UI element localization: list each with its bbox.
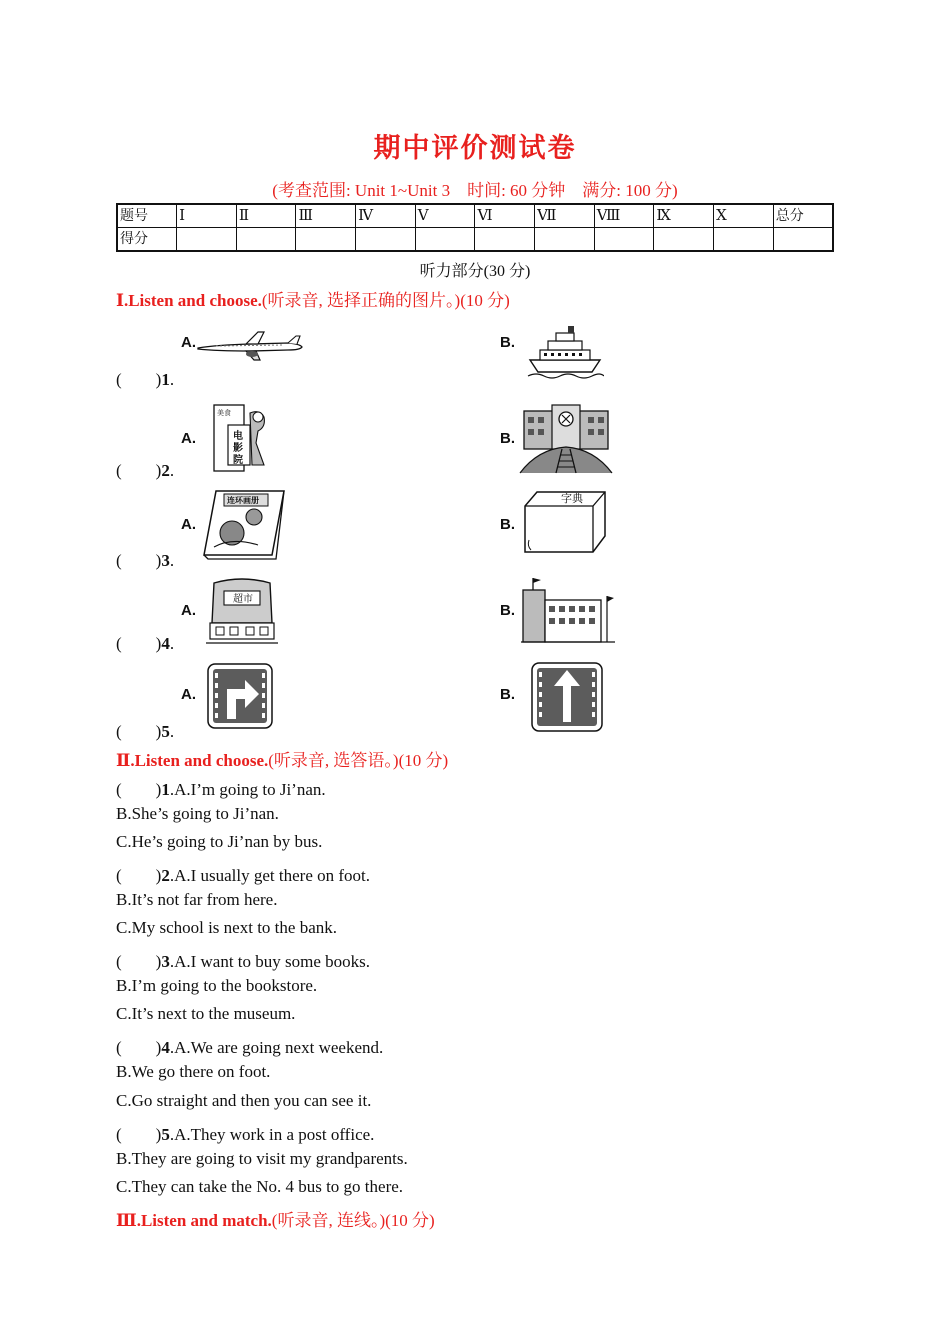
cinema-label-text (233, 429, 243, 466)
score-input-cell[interactable] (356, 228, 416, 252)
cinema-sign-text: 美食 (217, 409, 231, 417)
score-cell: 题号 (117, 204, 177, 228)
score-input-cell[interactable] (415, 228, 475, 252)
score-input-cell[interactable] (594, 228, 654, 252)
option-b-label: B. (500, 602, 515, 619)
question-number: 4 (161, 1038, 170, 1057)
score-input-cell[interactable] (177, 228, 237, 252)
score-cell: Ⅰ (177, 204, 237, 228)
section1-question-3 (116, 546, 174, 571)
answer-paren[interactable]: ( ) (116, 370, 162, 389)
score-input-cell[interactable] (654, 228, 714, 252)
question-number: 2 (161, 866, 170, 885)
go-straight-sign-icon[interactable] (531, 662, 603, 732)
airplane-icon[interactable] (196, 330, 304, 362)
section1-question-1 (116, 365, 174, 390)
dictionary-icon[interactable] (523, 490, 607, 554)
option-b-label: B. (500, 334, 515, 351)
section2-question-5 (116, 1120, 374, 1145)
ship-icon[interactable] (526, 322, 604, 380)
section3-heading-en: Ⅲ.Listen and match. (116, 1211, 272, 1230)
score-cell: Ⅸ (654, 204, 714, 228)
question-number: 3 (161, 952, 170, 971)
dictionary-title: 字典 (561, 492, 583, 505)
score-cell: 得分 (117, 228, 177, 252)
answer-paren[interactable]: ( ) (116, 1038, 162, 1057)
section2-question-3 (116, 947, 370, 972)
option-b-text: B.I’m going to the bookstore. (116, 976, 318, 995)
option-b-text: B.She’s going to Ji’nan. (116, 804, 279, 823)
section1-heading (116, 286, 510, 311)
section2-question-4 (116, 1033, 383, 1058)
supermarket-icon[interactable] (206, 577, 278, 645)
turn-right-sign-icon[interactable] (207, 663, 273, 729)
score-cell: Ⅴ (415, 204, 475, 228)
comic-book-title: 连环画册 (227, 496, 259, 505)
cinema-char: 影 (233, 443, 243, 454)
option-a-text: .A.I’m going to Ji’nan. (169, 780, 326, 799)
section1-heading-en: Ⅰ.Listen and choose. (116, 291, 262, 310)
question-number: 1 (161, 780, 170, 799)
section2-question-1 (116, 775, 326, 800)
answer-paren[interactable]: ( ) (116, 722, 162, 741)
answer-paren[interactable]: ( ) (116, 780, 162, 799)
comic-book-icon[interactable] (202, 489, 286, 561)
page-title: 期中评价测试卷 (373, 133, 577, 164)
score-cell: Ⅷ (594, 204, 654, 228)
score-input-cell[interactable] (714, 228, 774, 252)
score-cell: Ⅶ (535, 204, 595, 228)
option-a-text: .A.We are going next weekend. (169, 1038, 384, 1057)
answer-paren[interactable]: ( ) (116, 1125, 162, 1144)
score-cell: Ⅱ (236, 204, 296, 228)
train-station-icon[interactable] (518, 403, 614, 475)
score-input-cell[interactable] (296, 228, 356, 252)
question-dot: . (169, 461, 175, 480)
score-cell: Ⅳ (356, 204, 416, 228)
section3-heading-cn: (听录音, 连线。)(10 分) (271, 1211, 435, 1230)
section1-question-4 (116, 629, 174, 654)
score-cell: Ⅹ (714, 204, 774, 228)
score-table-score-row (117, 228, 833, 252)
section3-heading (116, 1206, 435, 1231)
option-b-text: B.They are going to visit my grandparents. (116, 1149, 408, 1168)
option-a-label: A. (181, 516, 196, 533)
score-cell: 总分 (773, 204, 833, 228)
option-b-text: B.It’s not far from here. (116, 890, 278, 909)
option-b-label: B. (500, 686, 515, 703)
section2-question-2 (116, 861, 370, 886)
question-number: 4 (161, 634, 170, 653)
option-a-label: A. (181, 686, 196, 703)
option-a-label: A. (181, 334, 196, 351)
section1-question-5 (116, 717, 174, 742)
option-b-label: B. (500, 516, 515, 533)
score-input-cell[interactable] (475, 228, 535, 252)
option-a-label: A. (181, 602, 196, 619)
question-number: 1 (161, 370, 170, 389)
question-number: 5 (161, 722, 170, 741)
option-a-text: .A.They work in a post office. (169, 1125, 375, 1144)
question-number: 3 (161, 551, 170, 570)
score-cell: Ⅲ (296, 204, 356, 228)
option-b-text: B.We go there on foot. (116, 1062, 271, 1081)
option-a-text: .A.I want to buy some books. (169, 952, 371, 971)
listening-part-label: 听力部分(30 分) (419, 263, 531, 280)
cinema-char: 电 (233, 431, 243, 442)
answer-paren[interactable]: ( ) (116, 551, 162, 570)
option-c-text: C.They can take the No. 4 bus to go there. (116, 1177, 404, 1196)
score-input-cell[interactable] (535, 228, 595, 252)
option-c-text: C.My school is next to the bank. (116, 918, 337, 937)
option-a-text: .A.I usually get there on foot. (169, 866, 371, 885)
score-input-cell[interactable] (773, 228, 833, 252)
answer-paren[interactable]: ( ) (116, 461, 162, 480)
answer-paren[interactable]: ( ) (116, 866, 162, 885)
score-input-cell[interactable] (236, 228, 296, 252)
option-c-text: C.Go straight and then you can see it. (116, 1091, 372, 1110)
score-table-header-row (117, 204, 833, 228)
answer-paren[interactable]: ( ) (116, 634, 162, 653)
cinema-icon[interactable] (208, 403, 270, 473)
question-dot: . (169, 551, 175, 570)
option-c-text: C.He’s going to Ji’nan by bus. (116, 832, 323, 851)
supermarket-sign-text: 超市 (233, 594, 253, 605)
option-c-text: C.It’s next to the museum. (116, 1004, 296, 1023)
section2-heading (116, 746, 448, 771)
question-number: 2 (161, 461, 170, 480)
score-cell: Ⅵ (475, 204, 535, 228)
answer-paren[interactable]: ( ) (116, 952, 162, 971)
question-dot: . (169, 722, 175, 741)
section2-heading-en: Ⅱ.Listen and choose. (116, 751, 269, 770)
section2-heading-cn: (听录音, 选答语。)(10 分) (268, 751, 449, 770)
score-table (116, 203, 834, 252)
question-dot: . (169, 634, 175, 653)
question-number: 5 (161, 1125, 170, 1144)
option-a-label: A. (181, 430, 196, 447)
cinema-char: 院 (233, 455, 243, 466)
section1-question-2 (116, 456, 174, 481)
option-b-label: B. (500, 430, 515, 447)
section1-heading-cn: (听录音, 选择正确的图片。)(10 分) (261, 291, 510, 310)
question-dot: . (169, 370, 175, 389)
school-building-icon[interactable] (519, 576, 615, 646)
exam-subtitle: (考查范围: Unit 1~Unit 3 时间: 60 分钟 满分: 100 分) (272, 181, 678, 200)
